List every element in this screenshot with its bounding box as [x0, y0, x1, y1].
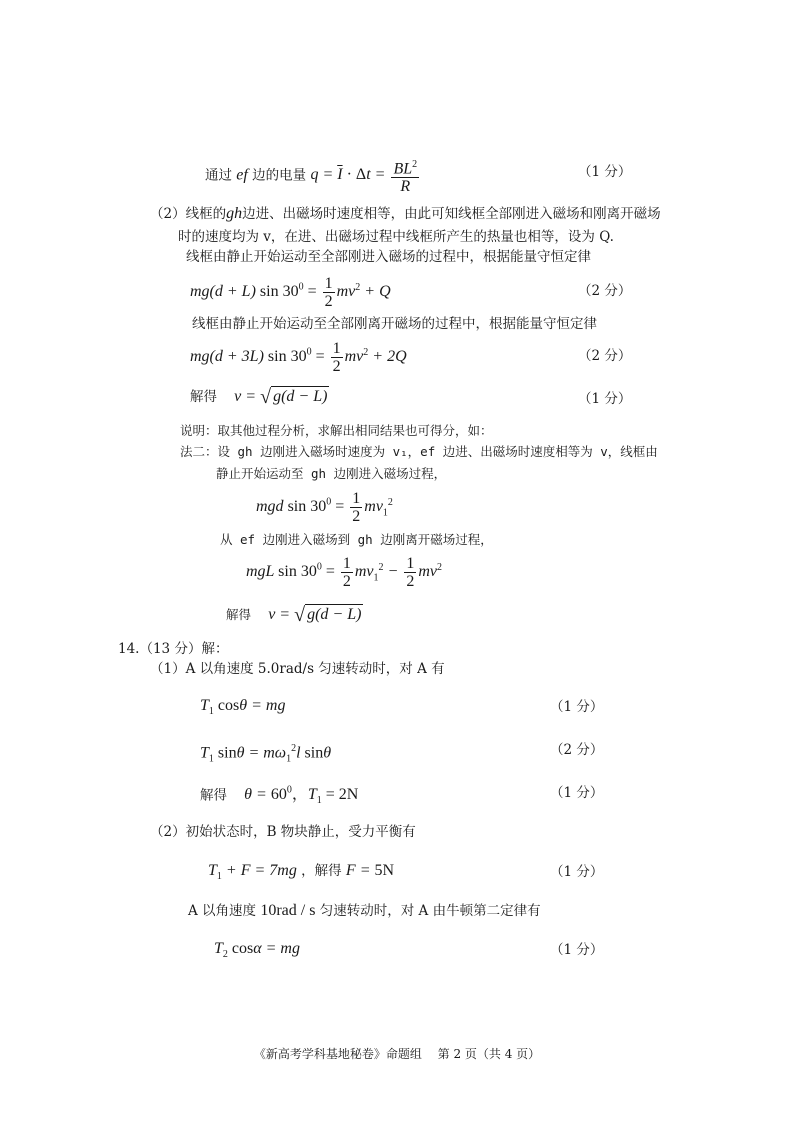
note-line2: 法二：设 gh 边刚进入磁场时速度为 v₁，ef 边进、出磁场时速度相等为 v，线框由 — [180, 444, 658, 459]
part2-solution: 解得 v = √ g(d − L) — [190, 386, 328, 408]
part2-line4: 线框由静止开始运动至全部刚离开磁场的过程中，根据能量守恒定律 — [192, 316, 597, 332]
equation-energy-2: mg(d + 3L) $\sin 30^0$ = $\frac{1}{2}$ $mv^2 + 2Q$ — [190, 340, 407, 375]
charge-text: 边的电量 — [252, 167, 307, 184]
note-line4: 从 ef 边刚进入磁场到 gh 边刚离开磁场过程， — [220, 532, 493, 547]
note-line3: 静止开始运动至 gh 边刚进入磁场过程， — [216, 466, 447, 481]
equation-q14-1: $T_1$ cosθ = mg — [200, 697, 286, 718]
equation-alt-2: mgL $\sin 30^0$ = $\frac{1}{2}$ $mv_1^2$ − $\frac{1}{2}$ $mv^2$ — [246, 555, 442, 590]
q14-part3-a: A 以角速度 — [188, 903, 257, 919]
score-6: （2 分） — [550, 742, 604, 758]
equation-q14-3: $T_1 + F = 7mg$ ，解得 F = 5N — [208, 862, 395, 883]
part2-line2: 时的速度均为 v，在进、出磁场过程中线框所产生的热量也相等，设为 Q. — [178, 229, 614, 245]
solve-label-2: 解得 — [226, 607, 252, 622]
part2-text1: 边进、出磁场时速度相等，由此可知线框全部刚进入磁场和刚离开磁场 — [242, 206, 661, 222]
charge-formula: $q = \overline{I} \cdot \Delta t$ = $\frac{BL^2}{R}$ — [310, 166, 421, 183]
q14-part3-b: 10rad / s — [260, 902, 316, 919]
q14-part1: （1）A 以角速度 5.0rad/s 匀速转动时，对 A 有 — [150, 661, 445, 677]
solve-F-label: ，解得 — [301, 863, 342, 879]
q14-part3 — [188, 902, 541, 920]
q14-solution-1: 解得 $\theta = 60^0$，$T_1 = 2N$ — [200, 785, 359, 807]
score-9: （1 分） — [550, 942, 604, 958]
charge-intro: 通过 — [205, 167, 232, 184]
score-8: （1 分） — [550, 864, 604, 880]
solve-label-3: 解得 — [200, 787, 227, 804]
equation-alt-1: mgd $\sin 30^0$ = $\frac{1}{2}$ $mv_1^2$ — [256, 490, 393, 525]
score-5: （1 分） — [550, 699, 604, 715]
note-line1: 说明：取其他过程分析，求解出相同结果也可得分，如： — [180, 423, 493, 438]
q14-part3-c: 匀速转动时，对 A 由牛顿第二定律有 — [319, 903, 541, 919]
equation-q14-2: $T_1$ $\sin\theta = m\omega_1^2l$ sinθ — [200, 743, 332, 765]
charge-edge: ef — [236, 166, 248, 184]
part2-head: （2）线框的 — [150, 206, 227, 222]
part2-gh: gh — [226, 205, 243, 222]
part2-line1 — [150, 205, 661, 223]
equation-q14-4: $T_2$ cosα = mg — [214, 940, 300, 961]
q14-part2: （2）初始状态时，B 物块静止，受力平衡有 — [150, 824, 416, 840]
score-7: （1 分） — [550, 785, 604, 801]
note-solution: 解得 v = √ g(d − L) — [226, 604, 362, 626]
score-3: （2 分） — [578, 348, 632, 364]
score-1: （1 分） — [578, 164, 632, 180]
q14-heading: 14.（13 分）解： — [118, 641, 229, 657]
solve-label-1: 解得 — [190, 389, 217, 405]
page-footer: 《新高考学科基地秘卷》命题组 第 2 页（共 4 页） — [253, 1047, 541, 1061]
score-4: （1 分） — [578, 391, 632, 407]
part2-line3: 线框由静止开始运动至全部刚进入磁场的过程中，根据能量守恒定律 — [186, 249, 591, 265]
equation-energy-1: mg(d + L) $\sin 30^0$ = $\frac{1}{2}$ $mv^2 + Q$ — [190, 275, 391, 310]
charge-line — [205, 156, 421, 195]
score-2: （2 分） — [578, 283, 632, 299]
